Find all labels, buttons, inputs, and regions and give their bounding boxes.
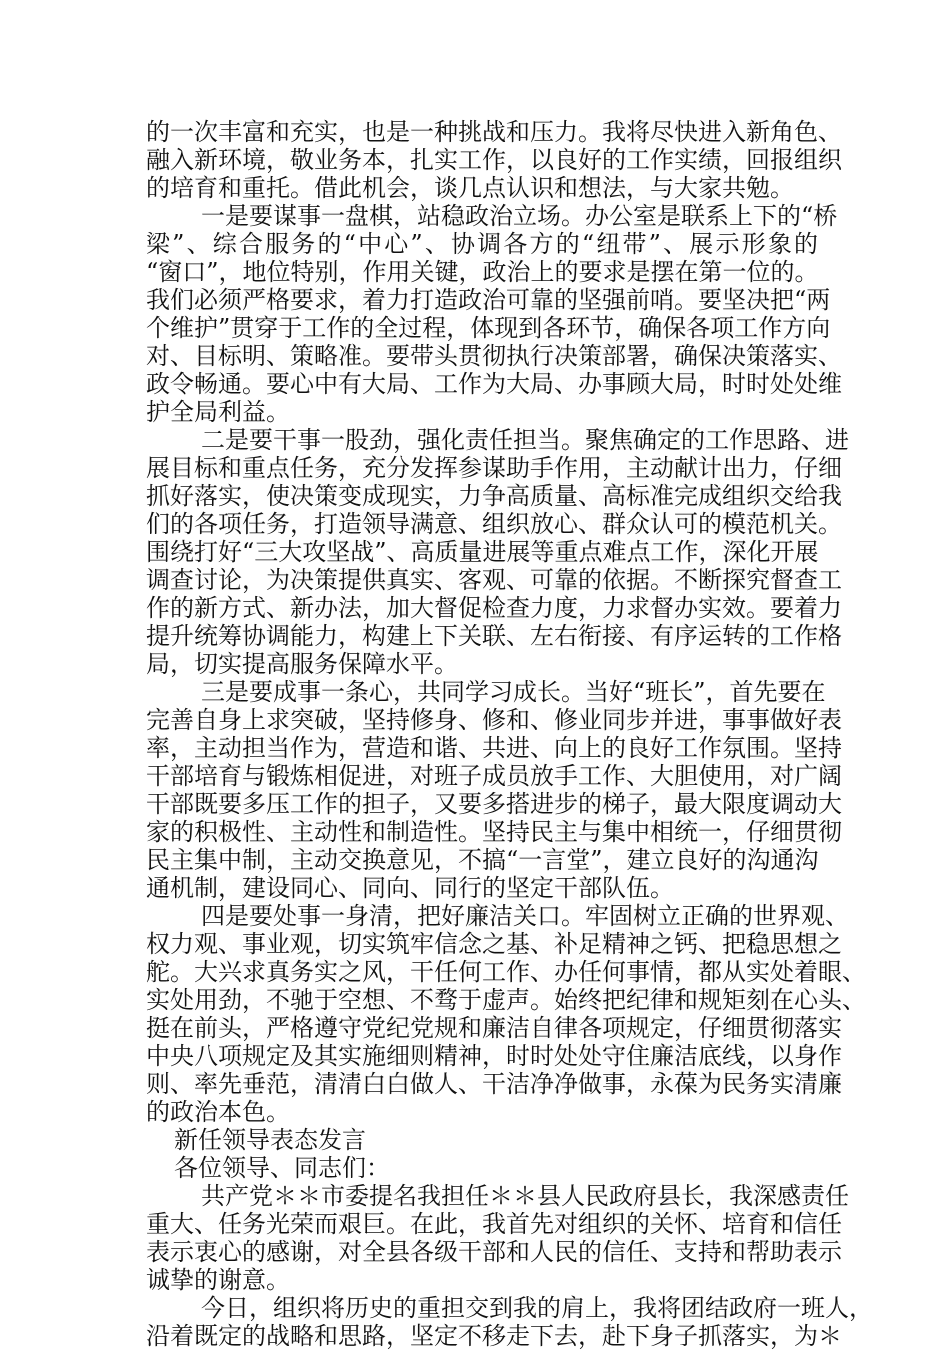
- text-line: 抓好落实，使决策变成现实，力争高质量、高标准完成组织交给我: [146, 482, 842, 510]
- text-line: 中央八项规定及其实施细则精神，时时处处守住廉洁底线，以身作: [146, 1042, 842, 1070]
- paragraph: [146, 118, 842, 202]
- text-line: 共产党＊＊市委提名我担任＊＊县人民政府县长，我深感责任: [201, 1182, 849, 1210]
- text-line: 展目标和重点任务，充分发挥参谋助手作用，主动献计出力，仔细: [146, 454, 842, 482]
- text-line: 今日，组织将历史的重担交到我的肩上，我将团结政府一班人，: [201, 1294, 873, 1322]
- text-line: “窗口”，地位特别，作用关键，政治上的要求是摆在第一位的。: [146, 258, 819, 286]
- text-line: 通机制，建设同心、同向、同行的坚定干部队伍。: [146, 874, 674, 902]
- text-line: 表示衷心的感谢，对全县各级干部和人民的信任、支持和帮助表示: [146, 1238, 842, 1266]
- text-line: 四是要处事一身清，把好廉洁关口。牢固树立正确的世界观、: [201, 902, 849, 930]
- text-line: 则、率先垂范，清清白白做人、干洁净净做事，永葆为民务实清廉: [146, 1070, 842, 1098]
- text-line: 调查讨论，为决策提供真实、客观、可靠的依据。不断探究督查工: [146, 566, 842, 594]
- text-line: 围绕打好“三大攻坚战”、高质量进展等重点难点工作，深化开展: [146, 538, 819, 566]
- text-line: 权力观、事业观，切实筑牢信念之基、补足精神之钙、把稳思想之: [146, 930, 842, 958]
- text-line: 各位领导、同志们：: [174, 1154, 390, 1182]
- document-page: [146, 118, 873, 1350]
- text-line: 我们必须严格要求，着力打造政治可靠的坚强前哨。要坚决把“两: [146, 286, 831, 314]
- text-line: 家的积极性、主动性和制造性。坚持民主与集中相统一，仔细贯彻: [146, 818, 842, 846]
- text-line: 的政治本色。: [146, 1098, 290, 1126]
- text-line: 一是要谋事一盘棋，站稳政治立场。办公室是联系上下的“桥: [201, 202, 838, 230]
- text-line: 二是要干事一股劲，强化责任担当。聚焦确定的工作思路、进: [201, 426, 849, 454]
- paragraph: [146, 1126, 818, 1154]
- text-line: 诚挚的谢意。: [146, 1266, 290, 1294]
- text-line: 三是要成事一条心，共同学习成长。当好“班长”，首先要在: [201, 678, 826, 706]
- text-line: 率，主动担当作为，营造和谐、共进、向上的良好工作氛围。坚持: [146, 734, 842, 762]
- text-line: 们的各项任务，打造领导满意、组织放心、群众认可的模范机关。: [146, 510, 842, 538]
- text-line: 的一次丰富和充实，也是一种挑战和压力。我将尽快进入新角色、: [146, 118, 842, 146]
- text-line: 重大、任务光荣而艰巨。在此，我首先对组织的关怀、培育和信任: [146, 1210, 842, 1238]
- paragraph: [146, 426, 849, 678]
- paragraph: [146, 202, 842, 426]
- text-line: 实处用劲，不驰于空想、不骛于虚声。始终把纪律和规矩刻在心头、: [146, 986, 866, 1014]
- text-line: 融入新环境，敬业务本，扎实工作，以良好的工作实绩，回报组织: [146, 146, 842, 174]
- paragraph: [146, 1182, 849, 1294]
- text-line: 提升统筹协调能力，构建上下关联、左右衔接、有序运转的工作格: [146, 622, 842, 650]
- paragraph: [146, 902, 866, 1126]
- text-line: 作的新方式、新办法，加大督促检查力度，力求督办实效。要着力: [146, 594, 842, 622]
- text-line: 梁”、综合服务的“中心”、协调各方的“纽带”、展示形象的: [146, 230, 818, 258]
- text-line: 舵。大兴求真务实之风，干任何工作、办任何事情，都从实处着眼、: [146, 958, 866, 986]
- text-line: 沿着既定的战略和思路，坚定不移走下去，赴下身子抓落实，为＊: [146, 1322, 842, 1350]
- text-line: 干部培育与锻炼相促进，对班子成员放手工作、大胆使用，对广阔: [146, 762, 842, 790]
- paragraph: [146, 678, 842, 902]
- text-line: 新任领导表态发言: [174, 1126, 366, 1154]
- text-line: 局，切实提高服务保障水平。: [146, 650, 458, 678]
- text-line: 个维护”贯穿于工作的全过程，体现到各环节，确保各项工作方向: [146, 314, 831, 342]
- text-line: 的培育和重托。借此机会，谈几点认识和想法，与大家共勉。: [146, 174, 794, 202]
- text-line: 挺在前头，严格遵守党纪党规和廉洁自律各项规定，仔细贯彻落实: [146, 1014, 842, 1042]
- text-line: 完善自身上求突破，坚持修身、修和、修业同步并进，事事做好表: [146, 706, 842, 734]
- paragraph: [146, 1294, 873, 1350]
- text-line: 干部既要多压工作的担子，又要多搭进步的梯子，最大限度调动大: [146, 790, 842, 818]
- text-line: 护全局利益。: [146, 398, 290, 426]
- paragraph: [146, 1154, 818, 1182]
- text-line: 对、目标明、策略准。要带头贯彻执行决策部署，确保决策落实、: [146, 342, 842, 370]
- text-line: 政令畅通。要心中有大局、工作为大局、办事顾大局，时时处处维: [146, 370, 842, 398]
- text-line: 民主集中制，主动交换意见，不搞“一言堂”，建立良好的沟通沟: [146, 846, 819, 874]
